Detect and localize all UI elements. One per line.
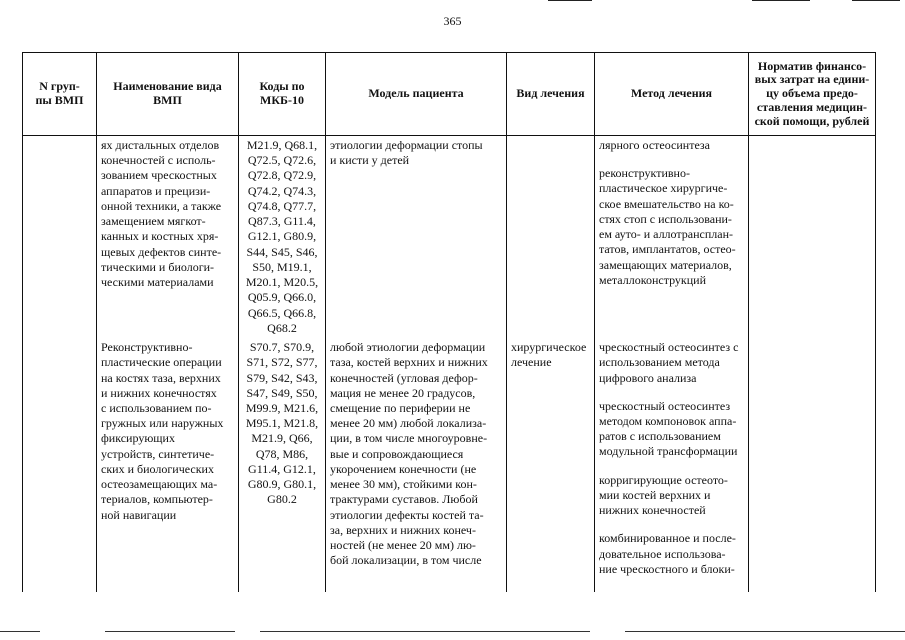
header-codes: Коды по МКБ-10 xyxy=(239,53,326,136)
cell-codes: M21.9, Q68.1, Q72.5, Q72.6, Q72.8, Q72.9, Q74.2, Q74.3, Q74.8, Q77.7, Q87.3, G11.4, G12.1, G80.9, S44, S45, S46, S50, M19.1, M20.1, M20.5, Q05.9, Q66.0, Q66.5, Q66.8, Q68.2 xyxy=(239,136,326,339)
cell-group xyxy=(23,338,97,592)
bottom-rule-segment xyxy=(105,631,235,632)
header-type: Вид лечения xyxy=(507,53,595,136)
cell-type: хирургическое лечение xyxy=(507,338,595,592)
cell-type xyxy=(507,136,595,339)
method-item: реконструктивно- пластическое хирургиче- ское вмешательство на ко- стях стоп с использовани- ем ауто- и аллотрансплан- татов, имплантатов, остео- замещающих материалов, металлоконструкций xyxy=(599,166,736,287)
method-item: комбинированное и после- довательное использова- ние чрескостного и блоки- xyxy=(599,531,736,576)
page-number: 365 xyxy=(443,14,462,28)
header-group: N груп- пы ВМП xyxy=(23,53,97,136)
bottom-rule-segment xyxy=(625,631,905,632)
header-method: Метод лечения xyxy=(595,53,749,136)
bottom-rule-segment xyxy=(260,631,590,632)
top-rule-segment xyxy=(852,0,900,1)
method-item: чрескостный остеосинтез с использованием метода цифрового анализа xyxy=(599,340,739,385)
top-rule-segment xyxy=(548,0,592,1)
cell-method xyxy=(595,136,749,339)
cell-group xyxy=(23,136,97,339)
cell-method xyxy=(595,338,749,592)
method-item: чрескостный остеосинтез методом компоновок аппа- ратов с использованием модульной трансформации xyxy=(599,398,738,459)
header-norm: Норматив финансо- вых затрат на едини- цу объема предо- ставления медицин- ской помощи, рублей xyxy=(749,53,876,136)
header-name: Наименование вида ВМП xyxy=(97,53,239,136)
cell-name: Реконструктивно- пластические операции на костях таза, верхних и нижних конечностях с использованием по- гружных или наружных фиксирующих устройств, синтетиче- ских и биологических остеозамещающих ма- териалов, компьютер- ной навигации xyxy=(97,338,239,592)
method-item: лярного остеосинтеза xyxy=(599,138,710,152)
table-row xyxy=(23,338,876,592)
table-header-row xyxy=(23,53,876,136)
cell-model: этиологии деформации стопы и кисти у детей xyxy=(326,136,507,339)
vmp-table xyxy=(22,52,876,592)
cell-name: ях дистальных отделов конечностей с исполь- зованием чрескостных аппаратов и прецизи- онной техники, а также замещением мягкот- канных и костных хря- щевых дефектов синте- тическими и биологи- ческими материалами xyxy=(97,136,239,339)
cell-model: любой этиологии деформации таза, костей верхних и нижних конечностей (угловая дефор- мация не менее 20 градусов, смещение по периферии не менее 20 мм) любой локализа- ции, в том числе многоуровне- вые и сопровождающиеся укорочением конечности (не менее 30 мм), стойкими кон- трактурами суставов. Любой этиологии дефекты костей та- за, верхних и нижних конеч- ностей (не менее 20 мм) лю- бой локализации, в том числе xyxy=(326,338,507,592)
method-item: корригирующие остеото- мии костей верхних и нижних конечностей xyxy=(599,472,728,518)
top-rule-segment xyxy=(752,0,810,1)
header-model: Модель пациента xyxy=(326,53,507,136)
bottom-rule-segment xyxy=(0,631,40,632)
cell-codes: S70.7, S70.9, S71, S72, S77, S79, S42, S43, S47, S49, S50, M99.9, M21.6, M95.1, M21.8, M21.9, Q66, Q78, M86, G11.4, G12.1, G80.9, G80.1, G80.2 xyxy=(239,338,326,592)
cell-norm xyxy=(749,136,876,339)
cell-norm xyxy=(749,338,876,592)
table-row xyxy=(23,136,876,339)
